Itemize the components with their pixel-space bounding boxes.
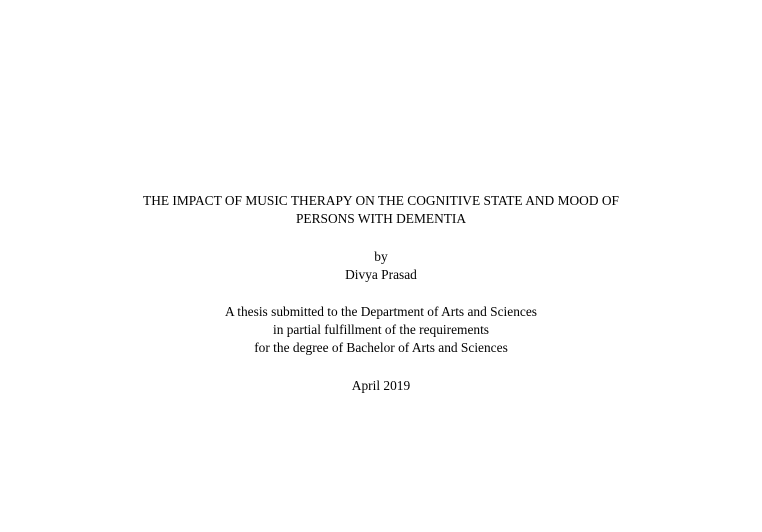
submission-statement-line-3: for the degree of Bachelor of Arts and Sciences <box>254 340 508 355</box>
submission-date: April 2019 <box>351 378 411 393</box>
thesis-title-line-2: PERSONS WITH DEMENTIA <box>295 211 467 226</box>
submission-statement-line-2: in partial fulfillment of the requirements <box>272 322 490 337</box>
author-name: Divya Prasad <box>345 267 417 282</box>
submission-statement-line-1: A thesis submitted to the Department of Arts and Sciences <box>224 304 538 319</box>
thesis-title-line-1: THE IMPACT OF MUSIC THERAPY ON THE COGNITIVE STATE AND MOOD OF <box>143 193 619 208</box>
by-label: by <box>374 249 388 264</box>
